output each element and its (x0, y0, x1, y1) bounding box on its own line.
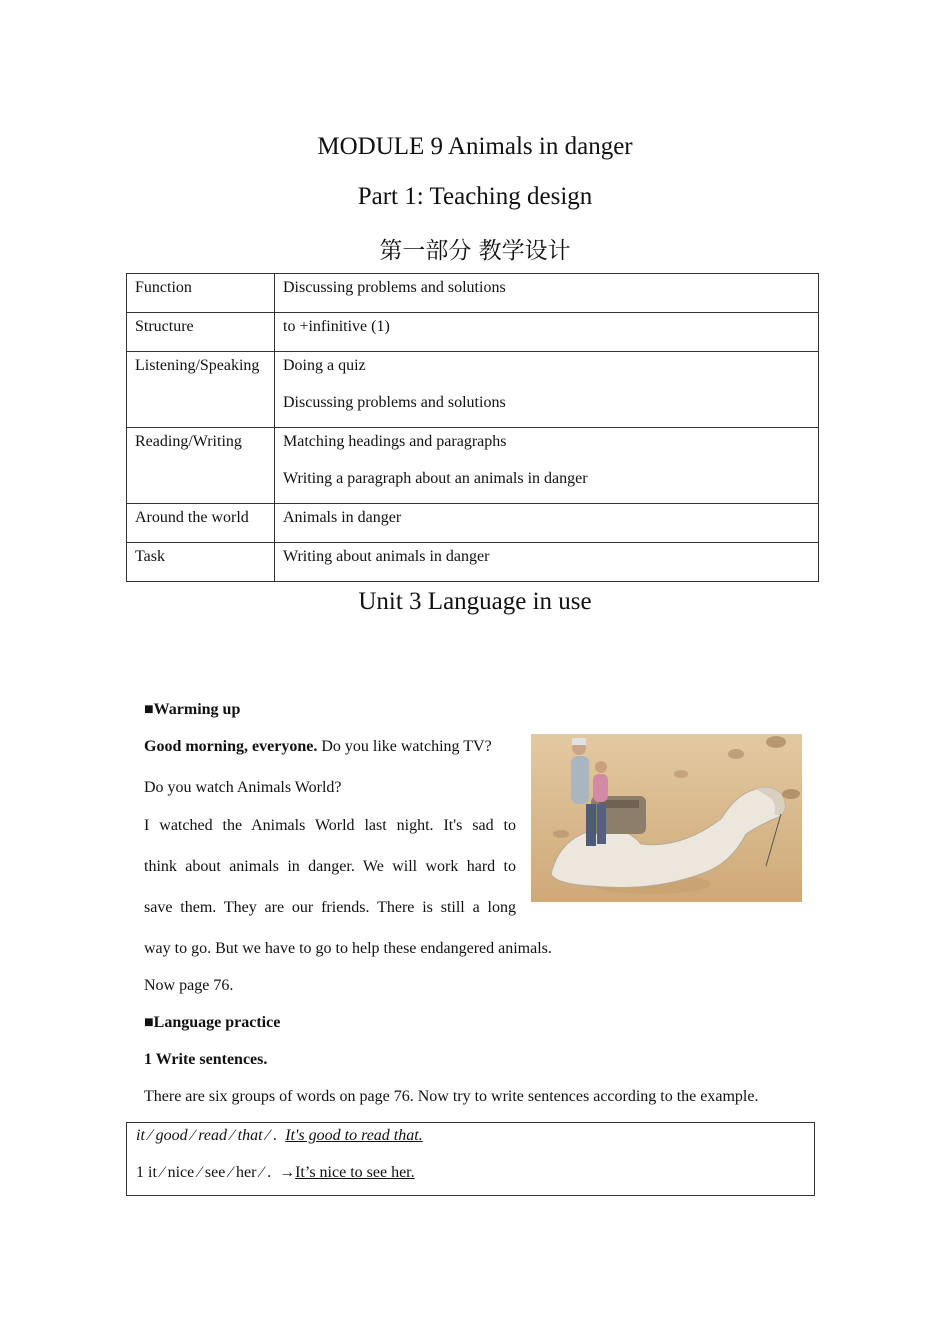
warming-line-6: way to go. But we have to go to help these endangered animals. (144, 940, 552, 957)
example-line (136, 1126, 423, 1146)
greeting: Good morning, everyone. (144, 738, 318, 755)
row-value: Writing about animals in danger (275, 543, 819, 582)
exercise-heading: 1 Write sentences. (144, 1051, 268, 1068)
table-row (127, 274, 819, 313)
arrow-icon: → (279, 1164, 296, 1181)
row-key: Reading/Writing (127, 428, 275, 504)
unit-title: Unit 3 Language in use (358, 588, 592, 615)
row-value: Animals in danger (275, 504, 819, 543)
row-key: Task (127, 543, 275, 582)
row-key: Listening/Speaking (127, 352, 275, 428)
row-value: Discussing problems and solutions (275, 274, 819, 313)
row-key: Function (127, 274, 275, 313)
row-key: Around the world (127, 504, 275, 543)
warming-line-3: I watched the Animals World last night. It's sad to (144, 817, 516, 834)
part-title: Part 1: Teaching design (357, 183, 593, 210)
table-row (127, 313, 819, 352)
row-value: Doing a quiz Discussing problems and solutions (275, 352, 819, 428)
warming-line-7: Now page 76. (144, 977, 234, 994)
row-value: to +infinitive (1) (275, 313, 819, 352)
exercise-item-1 (136, 1163, 415, 1183)
part-title-chinese: 第一部分 教学设计 (379, 238, 571, 264)
row-key: Structure (127, 313, 275, 352)
warming-line-4: think about animals in danger. We will work hard to (144, 858, 516, 875)
warming-line-2: Do you watch Animals World? (144, 779, 342, 796)
module-title: MODULE 9 Animals in danger (317, 133, 633, 160)
warming-line-1: Good morning, everyone. Do you like watching TV? (144, 738, 492, 755)
item-prompt: 1 it ∕ nice ∕ see ∕ her ∕ . (136, 1164, 272, 1181)
table-row (127, 352, 819, 428)
table-row (127, 428, 819, 504)
language-practice-heading: ■Language practice (144, 1014, 281, 1031)
warming-up-heading: ■Warming up (144, 701, 241, 718)
row-value: Matching headings and paragraphs Writing a paragraph about an animals in danger (275, 428, 819, 504)
warming-line-5: save them. They are our friends. There is still a long (144, 899, 516, 916)
item-answer: It’s nice to see her. (295, 1164, 415, 1181)
example-answer: It's good to read that. (285, 1127, 423, 1144)
table-row (127, 504, 819, 543)
example-box (126, 1122, 815, 1196)
example-prompt: it ∕ good ∕ read ∕ that ∕ . (136, 1127, 278, 1144)
exercise-instruction: There are six groups of words on page 76. Now try to write sentences according to the example. (144, 1088, 759, 1105)
teaching-design-table (126, 273, 819, 582)
table-row (127, 543, 819, 582)
camel-photo (531, 734, 802, 902)
